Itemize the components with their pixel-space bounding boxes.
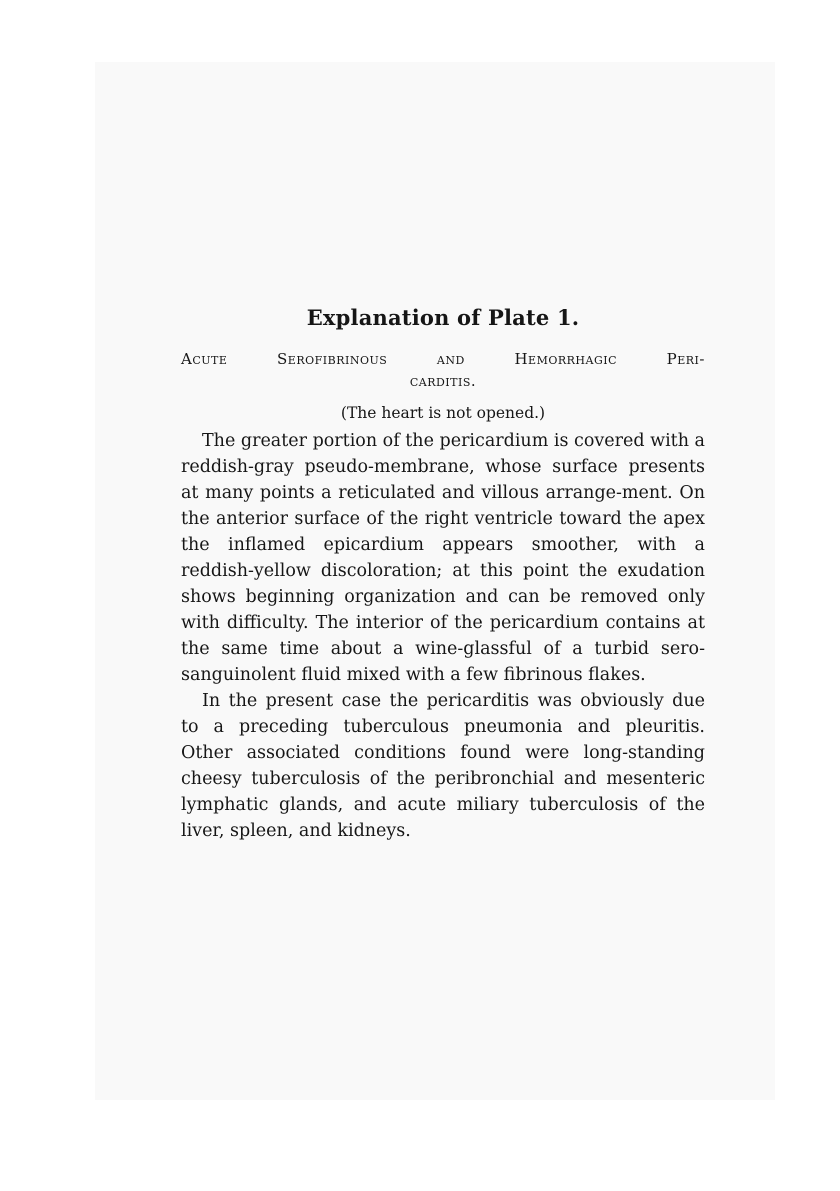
subtitle-word: and [436,350,465,368]
subtitle-word: Acute [181,350,228,368]
plate-subtitle [181,348,705,392]
page-title: Explanation of Plate 1. [306,305,580,330]
subtitle-word: Serofibrinous [277,350,388,368]
paragraph-etiology: In the present case the pericarditis was obviously due to a preceding tuberculous pneumonia and pleuritis. Other associated conditions found were long-standing cheesy tuberculosis of the peribronchial and mesenteric lymphatic glands, and acute miliary tuberculosis of the liver, spleen, and kidneys. [181,691,705,841]
plate-explanation [181,305,705,844]
subtitle-line-1 [181,348,705,370]
plate-note: (The heart is not opened.) [340,404,546,422]
subtitle-line-2: carditis. [409,372,477,390]
subtitle-word: Hemorrhagic [514,350,617,368]
subtitle-word: Peri- [666,350,705,368]
paragraph-description: The greater portion of the pericardium is covered with a reddish-gray pseudo-membrane, whose surface presents at many points a reticulated and villous arrange-ment. On the anterior surface of the right ventricle toward the apex the inflamed epicardium appears smoother, with a reddish-yellow discoloration; at this point the exudation shows beginning organization and can be removed only with difficulty. The interior of the pericardium contains at the same time about a wine-glassful of a turbid sero-sanguinolent fluid mixed with a few fibrinous flakes. [181,431,705,685]
